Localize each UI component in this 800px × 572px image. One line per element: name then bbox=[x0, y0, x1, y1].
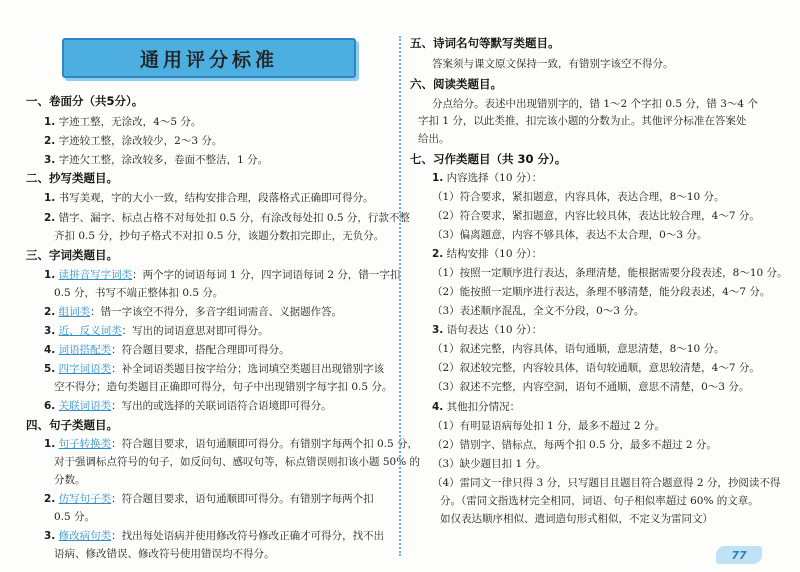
list-item-cont: 分数。 bbox=[54, 474, 86, 486]
section-heading-4: 四、句子类题目。 bbox=[26, 418, 118, 432]
list-item-cont: 空不得分；造句类题目正确即可得分，句子中出现错别字每字扣 0.5 分。 bbox=[54, 381, 393, 393]
subsection-heading: 3. 语句表达（10 分）： bbox=[432, 324, 543, 336]
list-item: 6. 关联词语类：写出的或选择的关联词语符合语境即可得分。 bbox=[44, 400, 332, 412]
list-item-cont: 对于强调标点符号的句子，如反问句、感叹句等，标点错误则扣该小题 50% 的 bbox=[54, 456, 421, 468]
paragraph-cont: 给出。 bbox=[418, 133, 450, 145]
list-item: （2）符合要求，紧扣题意，内容比较具体，表达比较合理，4～7 分。 bbox=[432, 210, 760, 222]
paragraph: 答案须与课文原文保持一致，有错别字该空不得分。 bbox=[432, 58, 674, 70]
right-column bbox=[404, 0, 800, 572]
list-item-cont: 0.5 分，书写不端正整体扣 0.5 分。 bbox=[54, 287, 224, 299]
subsection-heading: 2. 结构安排（10 分）： bbox=[432, 248, 543, 260]
subsection-heading: 1. 内容选择（10 分）： bbox=[432, 172, 543, 184]
page-title: 通用评分标准 bbox=[139, 48, 278, 71]
list-item: 1. 书写美观，字的大小一致，结构安排合理，段落格式正确即可得分。 bbox=[44, 192, 374, 204]
section-heading-7: 七、习作类题目（共 30 分）。 bbox=[410, 152, 567, 166]
list-item: 3. 字迹欠工整，涂改较多，卷面不整洁，1 分。 bbox=[44, 154, 269, 166]
list-item: （3）缺少题目扣 1 分。 bbox=[432, 458, 547, 470]
column-divider bbox=[399, 36, 401, 556]
list-item-cont: 语病、修改错误、修改符号使用错误均不得分。 bbox=[54, 548, 275, 560]
list-item: 1. 字迹工整，无涂改，4～5 分。 bbox=[44, 116, 202, 128]
paragraph-cont: 字扣 1 分，以此类推，扣完该小题的分数为止。其他评分标准在答案处 bbox=[418, 115, 747, 127]
section-heading-3: 三、字词类题目。 bbox=[26, 248, 118, 262]
section-heading-6: 六、阅读类题目。 bbox=[410, 77, 502, 91]
list-item: 2. 仿写句子类：符合题目要求，语句通顺即可得分。有错别字每两个扣 bbox=[44, 493, 374, 505]
list-item: （4）雷同文一律只得 3 分，只写题目且题目符合题意得 2 分，抄阅读不得 bbox=[432, 477, 781, 489]
list-item: （3）表述顺序混乱，全文不分段，0～3 分。 bbox=[432, 305, 645, 317]
list-item: 2. 错字、漏字、标点占格不对每处扣 0.5 分，有涂改每处扣 0.5 分，行款不整 bbox=[44, 212, 410, 224]
section-heading-5: 五、诗词名句等默写类题目。 bbox=[410, 36, 560, 50]
list-item: （2）错别字、错标点，每两个扣 0.5 分，最多不超过 2 分。 bbox=[432, 439, 717, 451]
list-item: 2. 字迹较工整，涂改较少，2～3 分。 bbox=[44, 135, 223, 147]
page-number-badge bbox=[716, 546, 762, 564]
list-item-cont: 齐扣 0.5 分，抄句子格式不对扣 0.5 分，该题分数扣完即止，无负分。 bbox=[54, 230, 385, 242]
list-item-cont: 0.5 分。 bbox=[54, 511, 96, 523]
paragraph: 分点给分。表述中出现错别字的，错 1～2 个字扣 0.5 分，错 3～4 个 bbox=[432, 98, 758, 110]
list-item: （2）叙述较完整，内容较具体，语句较通顺，意思较清楚，4～7 分。 bbox=[432, 362, 760, 374]
list-item: （1）符合要求，紧扣题意，内容具体，表达合理，8～10 分。 bbox=[432, 191, 725, 203]
list-item: 3. 近、反义词类：写出的词语意思对即可得分。 bbox=[44, 325, 269, 337]
list-item: （3）偏离题意，内容不够具体，表达不太合理，0～3 分。 bbox=[432, 229, 708, 241]
list-item: 4. 词语搭配类：符合题目要求，搭配合理即可得分。 bbox=[44, 344, 290, 356]
list-item: （1）按照一定顺序进行表达，条理清楚，能根据需要分段表述，8～10 分。 bbox=[432, 267, 788, 279]
list-item: （2）能按照一定顺序进行表达，条理不够清楚，能分段表述，4～7 分。 bbox=[432, 286, 771, 298]
section-heading-1: 一、卷面分（共5分）。 bbox=[26, 94, 144, 108]
page-number: 77 bbox=[731, 548, 747, 562]
list-item-cont: 如仅表达顺序相似、遣词造句形式相似，不定义为雷同文） bbox=[440, 513, 713, 525]
list-item: （1）有明显语病每处扣 1 分，最多不超过 2 分。 bbox=[432, 420, 665, 432]
list-item: 2. 组词类：错一字该空不得分，多音字组词需音、义据题作答。 bbox=[44, 306, 343, 318]
subsection-heading: 4. 其他扣分情况： bbox=[432, 401, 521, 413]
list-item-cont: 分。（雷同文指选材完全相同，词语、句子相似率超过 60% 的文章。 bbox=[440, 495, 759, 507]
list-item: （3）叙述不完整，内容空洞，语句不通顺，意思不清楚，0～3 分。 bbox=[432, 381, 750, 393]
list-item: 1. 读拼音写字词类：两个字的词语每词 1 分，四字词语每词 2 分，错一字扣 bbox=[44, 269, 401, 281]
title-banner bbox=[62, 38, 356, 78]
list-item: 1. 句子转换类：符合题目要求，语句通顺即可得分。有错别字每两个扣 0.5 分， bbox=[44, 438, 419, 450]
section-heading-2: 二、抄写类题目。 bbox=[26, 171, 118, 185]
list-item: （1）叙述完整，内容具体，语句通顺，意思清楚，8～10 分。 bbox=[432, 343, 725, 355]
list-item: 5. 四字词语类：补全词语类题目按字给分；选词填空类题目出现错别字该 bbox=[44, 363, 385, 375]
list-item: 3. 修改病句类：找出每处语病并使用修改符号修改正确才可得分，找不出 bbox=[44, 530, 385, 542]
